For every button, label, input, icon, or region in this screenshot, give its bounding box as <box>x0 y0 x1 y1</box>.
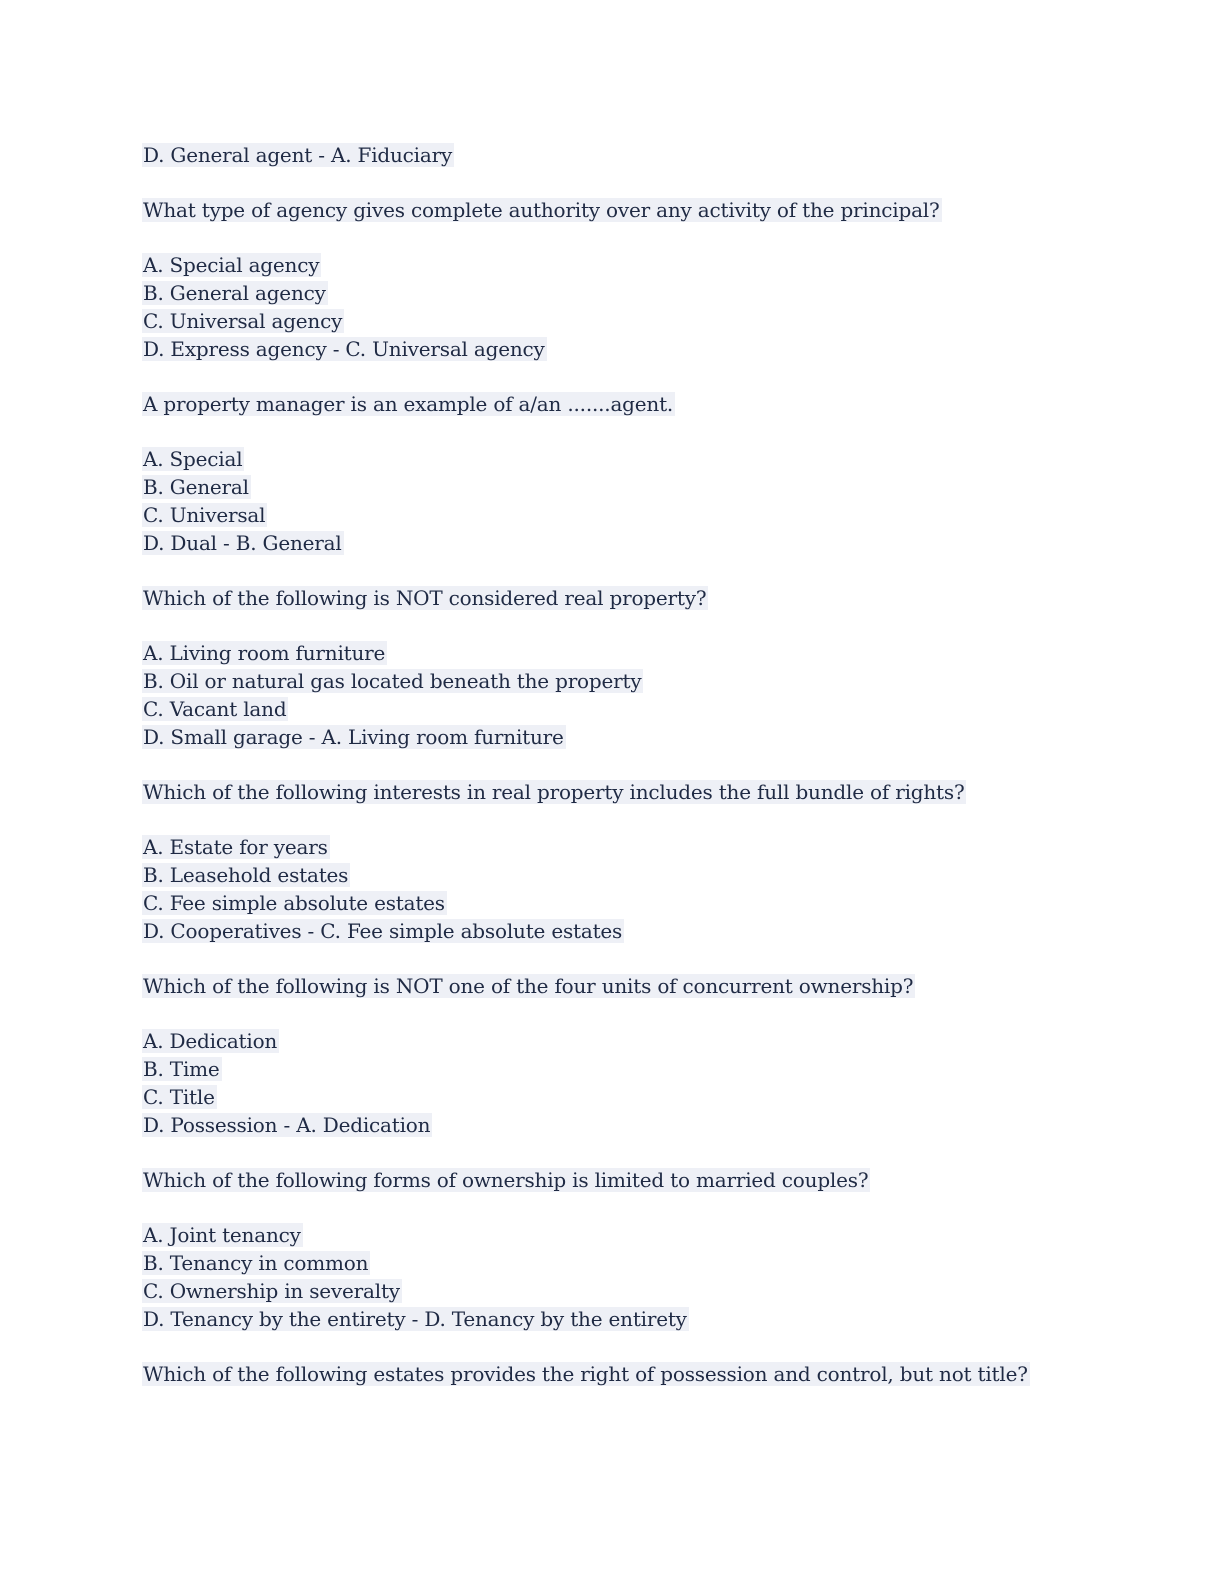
option-text: A. Joint tenancy <box>143 1223 301 1247</box>
option-text: D. Possession - A. Dedication <box>143 1113 431 1137</box>
question-line <box>142 390 1102 418</box>
option-line <box>142 335 1102 363</box>
option-text: B. Time <box>143 1057 220 1081</box>
answer-line <box>142 141 1102 169</box>
option-line <box>142 1305 1102 1333</box>
question-text: A property manager is an example of a/an .......agent. <box>143 392 674 416</box>
option-line <box>142 529 1102 557</box>
question-text: What type of agency gives complete authority over any activity of the principal? <box>143 198 940 222</box>
option-line <box>142 501 1102 529</box>
option-text: B. General agency <box>143 281 326 305</box>
option-line <box>142 695 1102 723</box>
option-text: D. Tenancy by the entirety - D. Tenancy by the entirety <box>143 1307 687 1331</box>
question-text: Which of the following forms of ownership is limited to married couples? <box>143 1168 869 1192</box>
option-text: C. Vacant land <box>143 697 287 721</box>
document-page <box>142 141 1102 1388</box>
option-line <box>142 1027 1102 1055</box>
option-line <box>142 639 1102 667</box>
option-text: B. Oil or natural gas located beneath the property <box>143 669 642 693</box>
option-line <box>142 1277 1102 1305</box>
option-line <box>142 723 1102 751</box>
option-line <box>142 833 1102 861</box>
question-line <box>142 972 1102 1000</box>
question-text: Which of the following is NOT considered real property? <box>143 586 707 610</box>
option-text: C. Fee simple absolute estates <box>143 891 445 915</box>
option-text: C. Universal agency <box>143 309 343 333</box>
question-line <box>142 196 1102 224</box>
option-text: A. Estate for years <box>143 835 328 859</box>
option-text: B. General <box>143 475 249 499</box>
option-line <box>142 1083 1102 1111</box>
option-text: D. Express agency - C. Universal agency <box>143 337 545 361</box>
option-text: C. Ownership in severalty <box>143 1279 400 1303</box>
question-text: Which of the following estates provides the right of possession and control, but not title? <box>143 1362 1028 1386</box>
question-text: Which of the following interests in real property includes the full bundle of rights? <box>143 780 965 804</box>
option-text: D. Cooperatives - C. Fee simple absolute estates <box>143 919 623 943</box>
option-line <box>142 251 1102 279</box>
answer-text: D. General agent - A. Fiduciary <box>143 143 453 167</box>
option-text: B. Leasehold estates <box>143 863 349 887</box>
option-text: D. Dual - B. General <box>143 531 342 555</box>
option-line <box>142 473 1102 501</box>
option-line <box>142 1249 1102 1277</box>
option-text: D. Small garage - A. Living room furniture <box>143 725 564 749</box>
option-line <box>142 889 1102 917</box>
option-line <box>142 1221 1102 1249</box>
option-line <box>142 917 1102 945</box>
question-line <box>142 1360 1102 1388</box>
option-line <box>142 1111 1102 1139</box>
option-text: A. Special agency <box>143 253 320 277</box>
question-text: Which of the following is NOT one of the four units of concurrent ownership? <box>143 974 914 998</box>
option-line <box>142 279 1102 307</box>
option-line <box>142 861 1102 889</box>
option-text: B. Tenancy in common <box>143 1251 369 1275</box>
question-line <box>142 584 1102 612</box>
question-line <box>142 1166 1102 1194</box>
option-text: A. Living room furniture <box>143 641 386 665</box>
option-line <box>142 1055 1102 1083</box>
question-line <box>142 778 1102 806</box>
option-line <box>142 307 1102 335</box>
option-text: A. Special <box>143 447 243 471</box>
option-text: C. Universal <box>143 503 266 527</box>
option-text: C. Title <box>143 1085 215 1109</box>
option-text: A. Dedication <box>143 1029 278 1053</box>
option-line <box>142 667 1102 695</box>
option-line <box>142 445 1102 473</box>
